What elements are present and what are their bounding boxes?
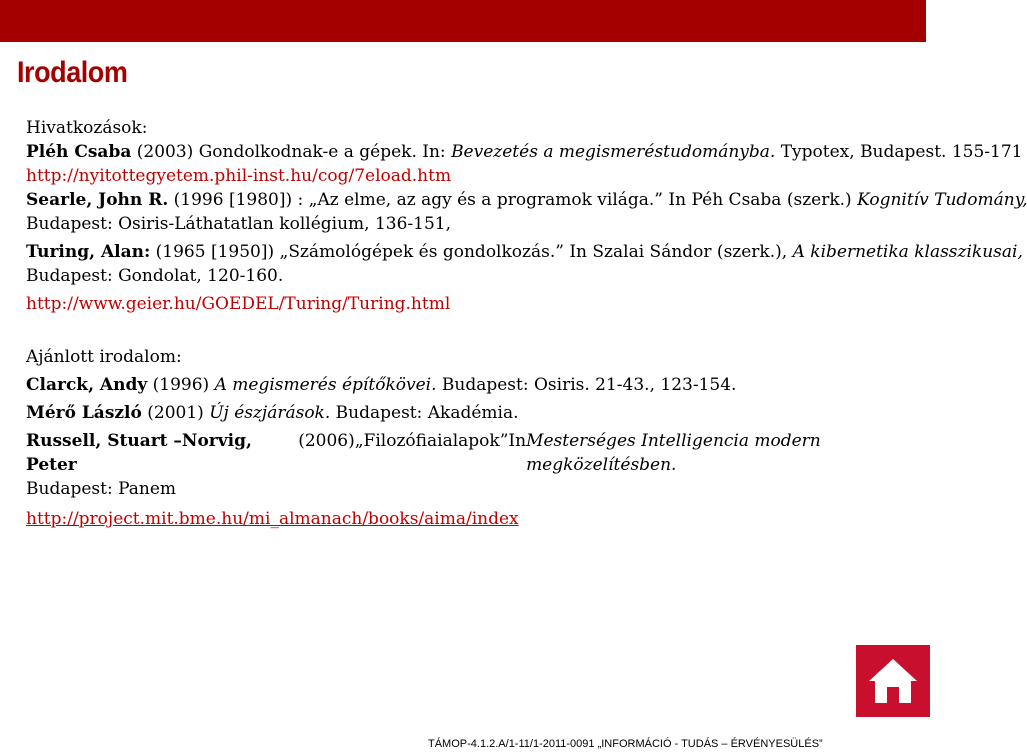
- recommended-1-title: A megismerés építőkövei.: [214, 375, 437, 395]
- citation-2-source: Kognitív Tudomány,: [857, 190, 1027, 210]
- recommended-2-publisher: Budapest: Akadémia.: [330, 403, 519, 423]
- recommended-1-publisher: Budapest: Osiris. 21-43., 123-154.: [436, 375, 737, 395]
- citation-3-source: A kibernetika klasszikusai,: [792, 242, 1023, 262]
- citation-3: [26, 240, 1023, 264]
- citation-3-details: (1965 [1950]) „Számológépek és gondolkozás.” In Szalai Sándor (szerk.),: [150, 242, 793, 262]
- recommended-1: [26, 373, 966, 397]
- citation-1-source: Bevezetés a megismeréstudományba.: [451, 142, 776, 162]
- recommended-3: [26, 429, 960, 477]
- page-title: Irodalom: [17, 56, 128, 89]
- citation-2-author: Searle, John R.: [26, 190, 169, 210]
- recommended-3-word-3: In: [508, 431, 527, 451]
- project-footer: TÁMOP-4.1.2.A/1-11/1-2011-0091 „INFORMÁCIÓ - TUDÁS – ÉRVÉNYESÜLÉS”: [428, 738, 823, 750]
- citation-1: [26, 140, 1023, 164]
- recommended-3-link[interactable]: http://project.mit.bme.hu/mi_almanach/books/aima/index: [26, 509, 519, 529]
- citation-3-link[interactable]: http://www.geier.hu/GOEDEL/Turing/Turing.html: [26, 294, 451, 314]
- recommended-3-title: Mesterséges Intelligencia modern megközelítésben.: [526, 431, 821, 475]
- recommended-heading: Ajánlott irodalom:: [26, 347, 182, 367]
- top-banner: [0, 0, 960, 42]
- recommended-2: [26, 401, 966, 425]
- house-icon: [856, 645, 930, 717]
- recommended-3-word-2: alapok”: [442, 431, 509, 451]
- citation-3-publisher: Budapest: Gondolat, 120-160.: [26, 266, 284, 286]
- citations-heading: Hivatkozások:: [26, 118, 148, 138]
- citation-1-publisher: Typotex, Budapest. 155-171: [775, 142, 1023, 162]
- citation-3-author: Turing, Alan:: [26, 242, 151, 262]
- recommended-1-author: Clarck, Andy: [26, 375, 148, 395]
- recommended-2-title: Új észjárások.: [209, 403, 331, 423]
- recommended-3-year: (2006): [298, 431, 355, 451]
- citation-2-details: (1996 [1980]) : „Az elme, az agy és a programok világa.” In Péh Csaba (szerk.): [168, 190, 858, 210]
- citation-2: [26, 188, 1027, 212]
- recommended-3-publisher: Budapest: Panem: [26, 479, 177, 499]
- banner-notch: [926, 0, 960, 42]
- citation-1-author: Pléh Csaba: [26, 142, 132, 162]
- recommended-2-year: (2001): [141, 403, 210, 423]
- recommended-2-author: Mérő László: [26, 403, 142, 423]
- reference-list: [26, 116, 1027, 531]
- recommended-3-word-1: „Filozófiai: [354, 431, 443, 451]
- recommended-1-year: (1996): [147, 375, 215, 395]
- citation-2-publisher: Budapest: Osiris-Láthatatlan kollégium, 136-151,: [26, 214, 451, 234]
- citation-1-details: (2003) Gondolkodnak-e a gépek. In:: [131, 142, 452, 162]
- citation-1-link[interactable]: http://nyitottegyetem.phil-inst.hu/cog/7eload.htm: [26, 166, 452, 186]
- recommended-3-author: Russell, Stuart –Norvig, Peter: [26, 431, 252, 475]
